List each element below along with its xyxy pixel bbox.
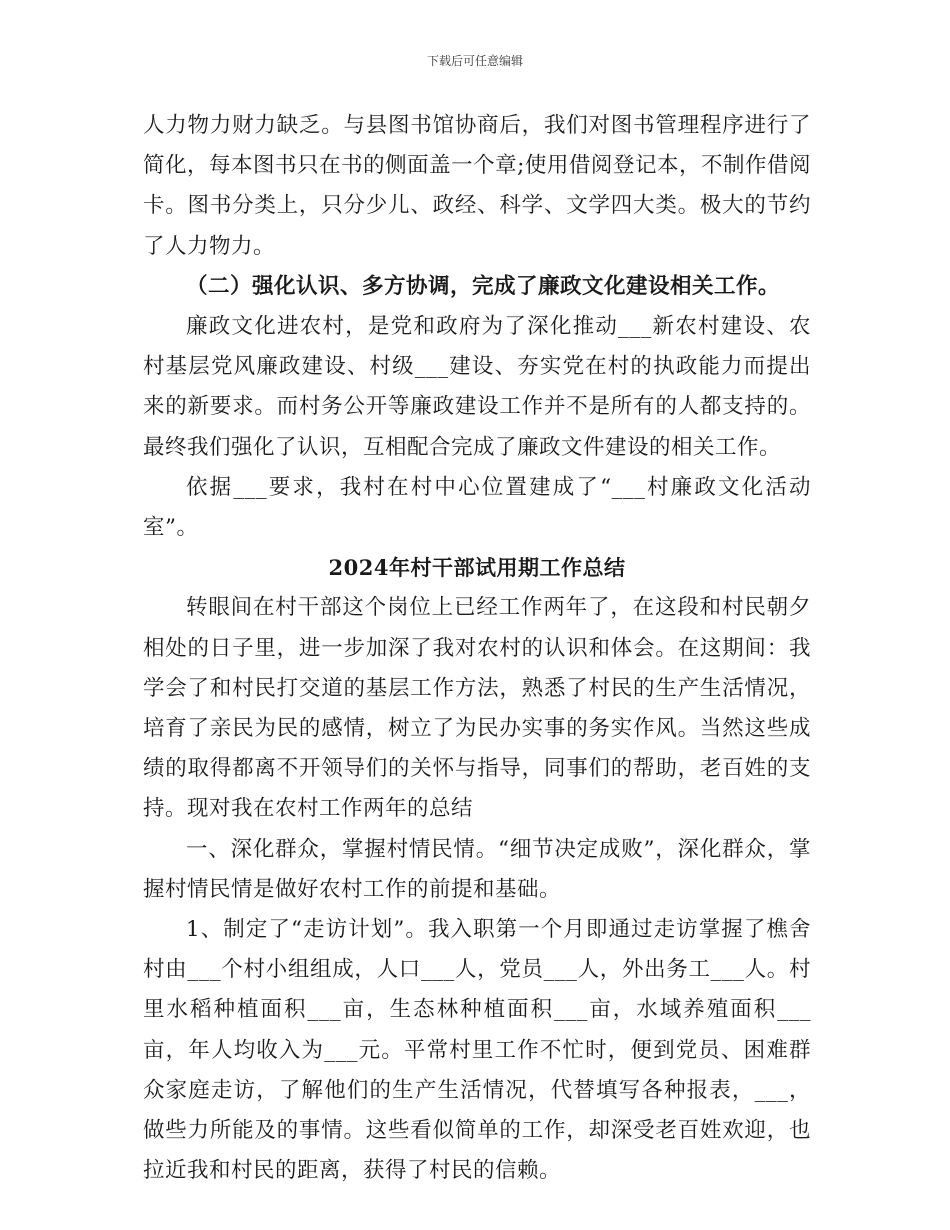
page-header: 下载后可任意编辑 xyxy=(426,54,523,68)
paragraph-visit-plan: 1、制定了“走访计划”。我入职第一个月即通过走访掌握了樵舍村由___个村小组组成，人口___人，党员___人，外出务工___人。村里水稻种植面积___亩，生态林种植面积___亩，水域养殖面积___亩，年人均收入为___元。平常村里工作不忙时，便到党员、困难群众家庭走访，了解他们的生产生活情况，代替填写各种报表，___，做些力所能及的事情。这些看似简单的工作，却深受老百姓欢迎，也拉近我和村民的距离，获得了村民的信赖。 xyxy=(143,917,811,1184)
paragraph-deepen-masses: 一、深化群众，掌握村情民情。“细节决定成败”，深化群众，掌握村情民情是做好农村工作的前提和基础。 xyxy=(143,836,811,902)
document-body xyxy=(143,106,811,1191)
section-title: 2024年村干部试用期工作总结 xyxy=(328,555,626,581)
paragraph-summary-intro: 转眼间在村干部这个岗位上已经工作两年了，在这段和村民朝夕相处的日子里，进一步加深了我对农村的认识和体会。在这期间：我学会了和村民打交道的基层工作方法，熟悉了村民的生产生活情况，培育了亲民为民的感情，树立了为民办实事的务实作风。当然这些成绩的取得都离不开领导们的关怀与指导，同事们的帮助，老百姓的支持。现对我在农村工作两年的总结 xyxy=(143,595,811,822)
subheading-clean-governance: （二）强化认识、多方协调，完成了廉政文化建设相关工作。 xyxy=(186,273,781,299)
paragraph-activity-room: 依据___要求，我村在村中心位置建成了“___村廉政文化活动室”。 xyxy=(143,474,811,541)
paragraph-library-simplification: 人力物力财力缺乏。与县图书馆协商后，我们对图书管理程序进行了简化，每本图书只在书的侧面盖一个章;使用借阅登记本，不制作借阅卡。图书分类上，只分少儿、政经、科学、文学四大类。极大的节约了人力物力。 xyxy=(143,113,811,259)
paragraph-clean-governance-intro: 廉政文化进农村，是党和政府为了深化推动___新农村建设、农村基层党风廉政建设、村级___建设、夯实党在村的执政能力而提出来的新要求。而村务公开等廉政建设工作并不是所有的人都支持的。最终我们强化了认识，互相配合完成了廉政文件建设的相关工作。 xyxy=(143,314,811,460)
